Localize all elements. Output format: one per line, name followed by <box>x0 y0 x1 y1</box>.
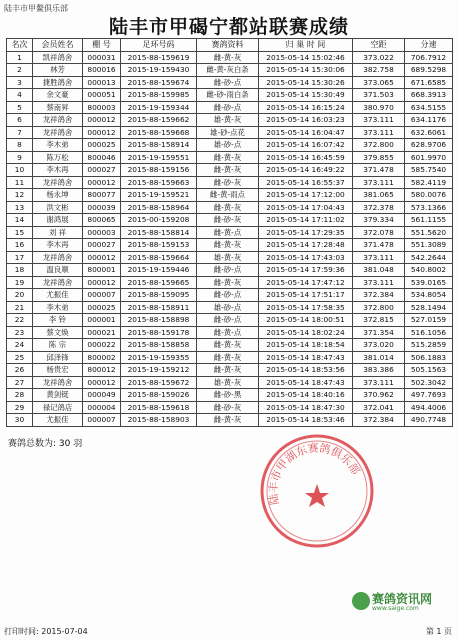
speed-cell: 561.1155 <box>405 214 453 227</box>
rank-cell: 13 <box>7 201 33 214</box>
pigeon-info-cell: 雌-黄-雨点 <box>197 189 259 202</box>
rank-cell: 16 <box>7 239 33 252</box>
rank-cell: 22 <box>7 314 33 327</box>
distance-cell: 372.384 <box>353 414 405 427</box>
loft-cell: 000012 <box>83 126 121 139</box>
col-header-ring: 足环号码 <box>121 39 197 52</box>
rank-cell: 2 <box>7 64 33 77</box>
loft-cell: 000051 <box>83 89 121 102</box>
rank-cell: 9 <box>7 151 33 164</box>
arrival-time-cell: 2015-05-14 18:47:43 <box>259 376 353 389</box>
rank-cell: 11 <box>7 176 33 189</box>
col-header-distance: 空距 <box>353 39 405 52</box>
rank-cell: 21 <box>7 301 33 314</box>
distance-cell: 371.478 <box>353 239 405 252</box>
arrival-time-cell: 2015-05-14 16:45:59 <box>259 151 353 164</box>
loft-cell: 000012 <box>83 276 121 289</box>
distance-cell: 371.354 <box>353 326 405 339</box>
ring-cell: 2015-19-159344 <box>121 101 197 114</box>
rank-cell: 14 <box>7 214 33 227</box>
pigeon-info-cell: 雌-黄-灰 <box>197 351 259 364</box>
arrival-time-cell: 2015-05-14 18:53:56 <box>259 364 353 377</box>
distance-cell: 381.065 <box>353 189 405 202</box>
rank-cell: 20 <box>7 289 33 302</box>
distance-cell: 372.800 <box>353 139 405 152</box>
pigeon-info-cell: 雄-黄-灰 <box>197 251 259 264</box>
table-row <box>7 389 453 402</box>
table-row <box>7 114 453 127</box>
table-row <box>7 176 453 189</box>
arrival-time-cell: 2015-05-14 18:40:16 <box>259 389 353 402</box>
ring-cell: 2015-88-159178 <box>121 326 197 339</box>
speed-cell: 505.1563 <box>405 364 453 377</box>
distance-cell: 371.478 <box>353 164 405 177</box>
member-cell: 温良顺 <box>33 264 83 277</box>
member-cell: 龙祥鸽舍 <box>33 176 83 189</box>
distance-cell: 372.378 <box>353 201 405 214</box>
table-row <box>7 201 453 214</box>
table-row <box>7 351 453 364</box>
rank-cell: 4 <box>7 89 33 102</box>
rank-cell: 18 <box>7 264 33 277</box>
loft-cell: 000022 <box>83 339 121 352</box>
speed-cell: 671.6585 <box>405 76 453 89</box>
table-header-row <box>7 39 453 52</box>
loft-cell: 800046 <box>83 151 121 164</box>
arrival-time-cell: 2015-05-14 17:12:00 <box>259 189 353 202</box>
speed-cell: 497.7693 <box>405 389 453 402</box>
ring-cell: 2015-88-158898 <box>121 314 197 327</box>
rank-cell: 19 <box>7 276 33 289</box>
member-cell: 尤振佳 <box>33 414 83 427</box>
pigeon-info-cell: 雌-砂-灰 <box>197 401 259 414</box>
member-cell: 陈 宗 <box>33 339 83 352</box>
member-cell: 蔡南昇 <box>33 101 83 114</box>
watermark-url: www.saige.com <box>372 605 419 612</box>
pigeon-info-cell: 雌-砂-灰 <box>197 214 259 227</box>
ring-cell: 2015-88-159663 <box>121 176 197 189</box>
loft-cell: 000025 <box>83 301 121 314</box>
distance-cell: 372.800 <box>353 301 405 314</box>
arrival-time-cell: 2015-05-14 17:43:03 <box>259 251 353 264</box>
speed-cell: 580.0076 <box>405 189 453 202</box>
speed-cell: 628.9706 <box>405 139 453 152</box>
distance-cell: 373.065 <box>353 76 405 89</box>
rank-cell: 6 <box>7 114 33 127</box>
speed-cell: 582.4119 <box>405 176 453 189</box>
arrival-time-cell: 2015-05-14 18:02:24 <box>259 326 353 339</box>
speed-cell: 573.1366 <box>405 201 453 214</box>
loft-cell: 000027 <box>83 164 121 177</box>
distance-cell: 373.111 <box>353 251 405 264</box>
pigeon-info-cell: 雄-砂-点 <box>197 301 259 314</box>
distance-cell: 379.334 <box>353 214 405 227</box>
member-cell: 谢鸿展 <box>33 214 83 227</box>
pigeon-info-cell: 雌-黄-灰 <box>197 201 259 214</box>
member-cell: 余文豪 <box>33 89 83 102</box>
pigeon-info-cell: 雌-黄-灰 <box>197 339 259 352</box>
pigeon-info-cell: 雌-黄-灰 <box>197 239 259 252</box>
speed-cell: 706.7912 <box>405 51 453 64</box>
loft-cell: 000003 <box>83 226 121 239</box>
speed-cell: 601.9970 <box>405 151 453 164</box>
arrival-time-cell: 2015-05-14 16:49:22 <box>259 164 353 177</box>
distance-cell: 379.855 <box>353 151 405 164</box>
arrival-time-cell: 2015-05-14 17:47:12 <box>259 276 353 289</box>
distance-cell: 372.041 <box>353 401 405 414</box>
table-row <box>7 401 453 414</box>
arrival-time-cell: 2015-05-14 17:59:36 <box>259 264 353 277</box>
arrival-time-cell: 2015-05-14 15:02:46 <box>259 51 353 64</box>
rank-cell: 5 <box>7 101 33 114</box>
rank-cell: 25 <box>7 351 33 364</box>
distance-cell: 372.078 <box>353 226 405 239</box>
arrival-time-cell: 2015-05-14 16:03:23 <box>259 114 353 127</box>
member-cell: 刘 祥 <box>33 226 83 239</box>
member-cell: 李木再 <box>33 239 83 252</box>
ring-cell: 2015-19-159212 <box>121 364 197 377</box>
ring-cell: 2015-88-159026 <box>121 389 197 402</box>
pigeon-info-cell: 雌-黄-灰 <box>197 151 259 164</box>
ring-cell: 2015-88-159662 <box>121 114 197 127</box>
table-row <box>7 101 453 114</box>
rank-cell: 1 <box>7 51 33 64</box>
ring-cell: 2015-88-158911 <box>121 301 197 314</box>
table-row <box>7 226 453 239</box>
distance-cell: 372.815 <box>353 314 405 327</box>
arrival-time-cell: 2015-05-14 18:47:43 <box>259 351 353 364</box>
rank-cell: 3 <box>7 76 33 89</box>
distance-cell: 373.111 <box>353 176 405 189</box>
distance-cell: 381.048 <box>353 264 405 277</box>
member-cell: 杨贵宏 <box>33 364 83 377</box>
distance-cell: 371.503 <box>353 89 405 102</box>
col-header-member: 会员姓名 <box>33 39 83 52</box>
ring-cell: 2015-88-159618 <box>121 401 197 414</box>
loft-cell: 800002 <box>83 351 121 364</box>
ring-cell: 2015-88-158858 <box>121 339 197 352</box>
pigeon-info-cell: 雄-砂-点花 <box>197 126 259 139</box>
ring-cell: 2015-19-159430 <box>121 64 197 77</box>
table-row <box>7 339 453 352</box>
pigeon-info-cell: 雌-黄-灰白条 <box>197 64 259 77</box>
arrival-time-cell: 2015-05-14 18:53:46 <box>259 414 353 427</box>
ring-cell: 2015-19-159551 <box>121 151 197 164</box>
distance-cell: 373.111 <box>353 114 405 127</box>
ring-cell: 2015-88-158964 <box>121 201 197 214</box>
table-row <box>7 214 453 227</box>
arrival-time-cell: 2015-05-14 17:04:43 <box>259 201 353 214</box>
pigeon-info-cell: 雌-砂-点 <box>197 264 259 277</box>
speed-cell: 634.1176 <box>405 114 453 127</box>
ring-cell: 2015-88-159665 <box>121 276 197 289</box>
distance-cell: 383.386 <box>353 364 405 377</box>
loft-cell: 000049 <box>83 389 121 402</box>
member-cell: 李 铃 <box>33 314 83 327</box>
member-cell: 黄剑铤 <box>33 389 83 402</box>
table-row <box>7 289 453 302</box>
pigeon-info-cell: 雌-砂-点 <box>197 101 259 114</box>
loft-cell: 000025 <box>83 139 121 152</box>
loft-cell: 800012 <box>83 364 121 377</box>
speed-cell: 585.7540 <box>405 164 453 177</box>
distance-cell: 373.111 <box>353 276 405 289</box>
speed-cell: 515.2859 <box>405 339 453 352</box>
rank-cell: 24 <box>7 339 33 352</box>
ring-cell: 2015-88-159672 <box>121 376 197 389</box>
watermark <box>352 590 452 620</box>
speed-cell: 632.6061 <box>405 126 453 139</box>
member-cell: 龙祥鸽舍 <box>33 114 83 127</box>
table-row <box>7 126 453 139</box>
ring-cell: 2015-88-158914 <box>121 139 197 152</box>
loft-cell: 000027 <box>83 239 121 252</box>
table-row <box>7 251 453 264</box>
col-header-pigeon-info: 赛鸽资料 <box>197 39 259 52</box>
rank-cell: 7 <box>7 126 33 139</box>
table-row <box>7 239 453 252</box>
member-cell: 邱泽锋 <box>33 351 83 364</box>
speed-cell: 689.5298 <box>405 64 453 77</box>
table-row <box>7 414 453 427</box>
speed-cell: 528.1494 <box>405 301 453 314</box>
ring-cell: 2015-88-159985 <box>121 89 197 102</box>
distance-cell: 372.384 <box>353 289 405 302</box>
rank-cell: 17 <box>7 251 33 264</box>
distance-cell: 373.022 <box>353 51 405 64</box>
rank-cell: 10 <box>7 164 33 177</box>
loft-cell: 000012 <box>83 251 121 264</box>
table-row <box>7 64 453 77</box>
rank-cell: 27 <box>7 376 33 389</box>
print-time: 打印时间: 2015-07-04 <box>4 627 88 636</box>
total-count: 赛鸽总数为: 30 羽 <box>8 439 83 449</box>
pigeon-info-cell: 雌-砂-黑 <box>197 389 259 402</box>
member-cell: 陈万松 <box>33 151 83 164</box>
rank-cell: 26 <box>7 364 33 377</box>
distance-cell: 370.962 <box>353 389 405 402</box>
arrival-time-cell: 2015-05-14 18:47:30 <box>259 401 353 414</box>
pigeon-info-cell: 雌-黄-点 <box>197 226 259 239</box>
loft-cell: 800001 <box>83 264 121 277</box>
table-row <box>7 276 453 289</box>
distance-cell: 373.111 <box>353 376 405 389</box>
distance-cell: 373.020 <box>353 339 405 352</box>
pigeon-info-cell: 雌-黄-灰 <box>197 364 259 377</box>
page-number: 第 1 页 <box>425 627 452 636</box>
loft-cell: 800065 <box>83 214 121 227</box>
speed-cell: 527.0159 <box>405 314 453 327</box>
member-cell: 龙祥鸽舍 <box>33 276 83 289</box>
rank-cell: 8 <box>7 139 33 152</box>
distance-cell: 382.758 <box>353 64 405 77</box>
watermark-text: 赛鸽资讯网 <box>372 592 433 606</box>
ring-cell: 2015-88-159153 <box>121 239 197 252</box>
rank-cell: 15 <box>7 226 33 239</box>
speed-cell: 494.4006 <box>405 401 453 414</box>
club-header: 陆丰市甲鳌俱乐部 <box>4 4 68 13</box>
loft-cell: 000031 <box>83 51 121 64</box>
distance-cell: 373.111 <box>353 126 405 139</box>
speed-cell: 634.5155 <box>405 101 453 114</box>
table-row <box>7 189 453 202</box>
loft-cell: 000012 <box>83 114 121 127</box>
member-cell: 龙祥鸽舍 <box>33 126 83 139</box>
table-row <box>7 301 453 314</box>
table-row <box>7 139 453 152</box>
arrival-time-cell: 2015-05-14 17:58:35 <box>259 301 353 314</box>
arrival-time-cell: 2015-05-14 16:55:37 <box>259 176 353 189</box>
member-cell: 龙祥鸽舍 <box>33 251 83 264</box>
member-cell: 禄记鸽店 <box>33 401 83 414</box>
ring-cell: 2015-88-159156 <box>121 164 197 177</box>
table-row <box>7 51 453 64</box>
pigeon-info-cell: 雌-砂-点 <box>197 314 259 327</box>
loft-cell: 000012 <box>83 176 121 189</box>
member-cell: 林芳 <box>33 64 83 77</box>
member-cell: 李木弟 <box>33 139 83 152</box>
ring-cell: 2015-88-159619 <box>121 51 197 64</box>
pigeon-info-cell: 雌-砂-灰 <box>197 176 259 189</box>
distance-cell: 380.970 <box>353 101 405 114</box>
speed-cell: 540.8002 <box>405 264 453 277</box>
ring-cell: 2015-19-159446 <box>121 264 197 277</box>
pigeon-info-cell: 雌-砂-点 <box>197 289 259 302</box>
ring-cell: 2015-88-159095 <box>121 289 197 302</box>
speed-cell: 542.2644 <box>405 251 453 264</box>
ring-cell: 2015-19-159355 <box>121 351 197 364</box>
col-header-rank: 名次 <box>7 39 33 52</box>
member-cell: 尤振佳 <box>33 289 83 302</box>
ring-cell: 2015-88-159668 <box>121 126 197 139</box>
loft-cell: 000013 <box>83 76 121 89</box>
speed-cell: 668.3913 <box>405 89 453 102</box>
loft-cell: 000007 <box>83 414 121 427</box>
pigeon-info-cell: 雄-黄-灰 <box>197 376 259 389</box>
speed-cell: 534.8054 <box>405 289 453 302</box>
pigeon-info-cell: 雌-黄-点 <box>197 326 259 339</box>
arrival-time-cell: 2015-05-14 18:18:54 <box>259 339 353 352</box>
arrival-time-cell: 2015-05-14 15:30:26 <box>259 76 353 89</box>
distance-cell: 381.014 <box>353 351 405 364</box>
svg-text:陆丰市甲湖东赛鸽俱乐部: 陆丰市甲湖东赛鸽俱乐部 <box>266 441 363 506</box>
table-row <box>7 164 453 177</box>
table-row <box>7 151 453 164</box>
speed-cell: 516.1056 <box>405 326 453 339</box>
results-table <box>6 38 453 427</box>
col-header-speed: 分速 <box>405 39 453 52</box>
col-header-loft: 棚 号 <box>83 39 121 52</box>
table-row <box>7 326 453 339</box>
loft-cell: 000007 <box>83 289 121 302</box>
loft-cell: 000004 <box>83 401 121 414</box>
pigeon-info-cell: 雌-砂-点 <box>197 76 259 89</box>
member-cell: 凯祥鸽舍 <box>33 51 83 64</box>
rank-cell: 29 <box>7 401 33 414</box>
ring-cell: 2015-88-158903 <box>121 414 197 427</box>
arrival-time-cell: 2015-05-14 16:15:24 <box>259 101 353 114</box>
loft-cell: 800016 <box>83 64 121 77</box>
arrival-time-cell: 2015-05-14 15:30:49 <box>259 89 353 102</box>
pigeon-info-cell: 雌-黄-灰 <box>197 51 259 64</box>
loft-cell: 000039 <box>83 201 121 214</box>
pigeon-info-cell: 雌-黄-灰 <box>197 164 259 177</box>
pigeon-info-cell: 雌-黄-灰 <box>197 276 259 289</box>
member-cell: 李木弟 <box>33 301 83 314</box>
rank-cell: 12 <box>7 189 33 202</box>
table-row <box>7 314 453 327</box>
ring-cell: 2015-88-159664 <box>121 251 197 264</box>
page-title: 陆丰市甲碣宁都站联赛成绩 <box>108 16 349 38</box>
loft-cell: 000001 <box>83 314 121 327</box>
member-cell: 洪文彬 <box>33 201 83 214</box>
speed-cell: 551.3089 <box>405 239 453 252</box>
arrival-time-cell: 2015-05-14 17:11:02 <box>259 214 353 227</box>
loft-cell: 800077 <box>83 189 121 202</box>
rank-cell: 30 <box>7 414 33 427</box>
table-row <box>7 264 453 277</box>
watermark-logo-icon <box>352 592 370 610</box>
club-seal-stamp <box>258 432 376 550</box>
arrival-time-cell: 2015-05-14 16:07:42 <box>259 139 353 152</box>
pigeon-info-cell: 雌-黄-灰 <box>197 414 259 427</box>
rank-cell: 23 <box>7 326 33 339</box>
ring-cell: 2015-88-159674 <box>121 76 197 89</box>
speed-cell: 506.1883 <box>405 351 453 364</box>
table-row <box>7 76 453 89</box>
pigeon-info-cell: 雄-砂-点 <box>197 139 259 152</box>
speed-cell: 502.3042 <box>405 376 453 389</box>
arrival-time-cell: 2015-05-14 16:04:47 <box>259 126 353 139</box>
arrival-time-cell: 2015-05-14 17:28:48 <box>259 239 353 252</box>
ring-cell: 2015-19-159521 <box>121 189 197 202</box>
ring-cell: 2015-00-159208 <box>121 214 197 227</box>
member-cell: 李木再 <box>33 164 83 177</box>
table-row <box>7 364 453 377</box>
arrival-time-cell: 2015-05-14 18:00:51 <box>259 314 353 327</box>
pigeon-info-cell: 雌-砂-雨白条 <box>197 89 259 102</box>
speed-cell: 490.7748 <box>405 414 453 427</box>
loft-cell: 800003 <box>83 101 121 114</box>
table-row <box>7 376 453 389</box>
col-header-arrival-time: 归 巢 时 间 <box>259 39 353 52</box>
ring-cell: 2015-88-158814 <box>121 226 197 239</box>
arrival-time-cell: 2015-05-14 15:30:06 <box>259 64 353 77</box>
table-row <box>7 89 453 102</box>
rank-cell: 28 <box>7 389 33 402</box>
speed-cell: 551.5620 <box>405 226 453 239</box>
speed-cell: 539.0165 <box>405 276 453 289</box>
member-cell: 杨永坤 <box>33 189 83 202</box>
member-cell: 龙祥鸽舍 <box>33 376 83 389</box>
member-cell: 捷胜鸽舍 <box>33 76 83 89</box>
loft-cell: 000012 <box>83 376 121 389</box>
loft-cell: 000021 <box>83 326 121 339</box>
member-cell: 蔡文焕 <box>33 326 83 339</box>
arrival-time-cell: 2015-05-14 17:51:17 <box>259 289 353 302</box>
pigeon-info-cell: 雄-黄-灰 <box>197 114 259 127</box>
arrival-time-cell: 2015-05-14 17:29:35 <box>259 226 353 239</box>
